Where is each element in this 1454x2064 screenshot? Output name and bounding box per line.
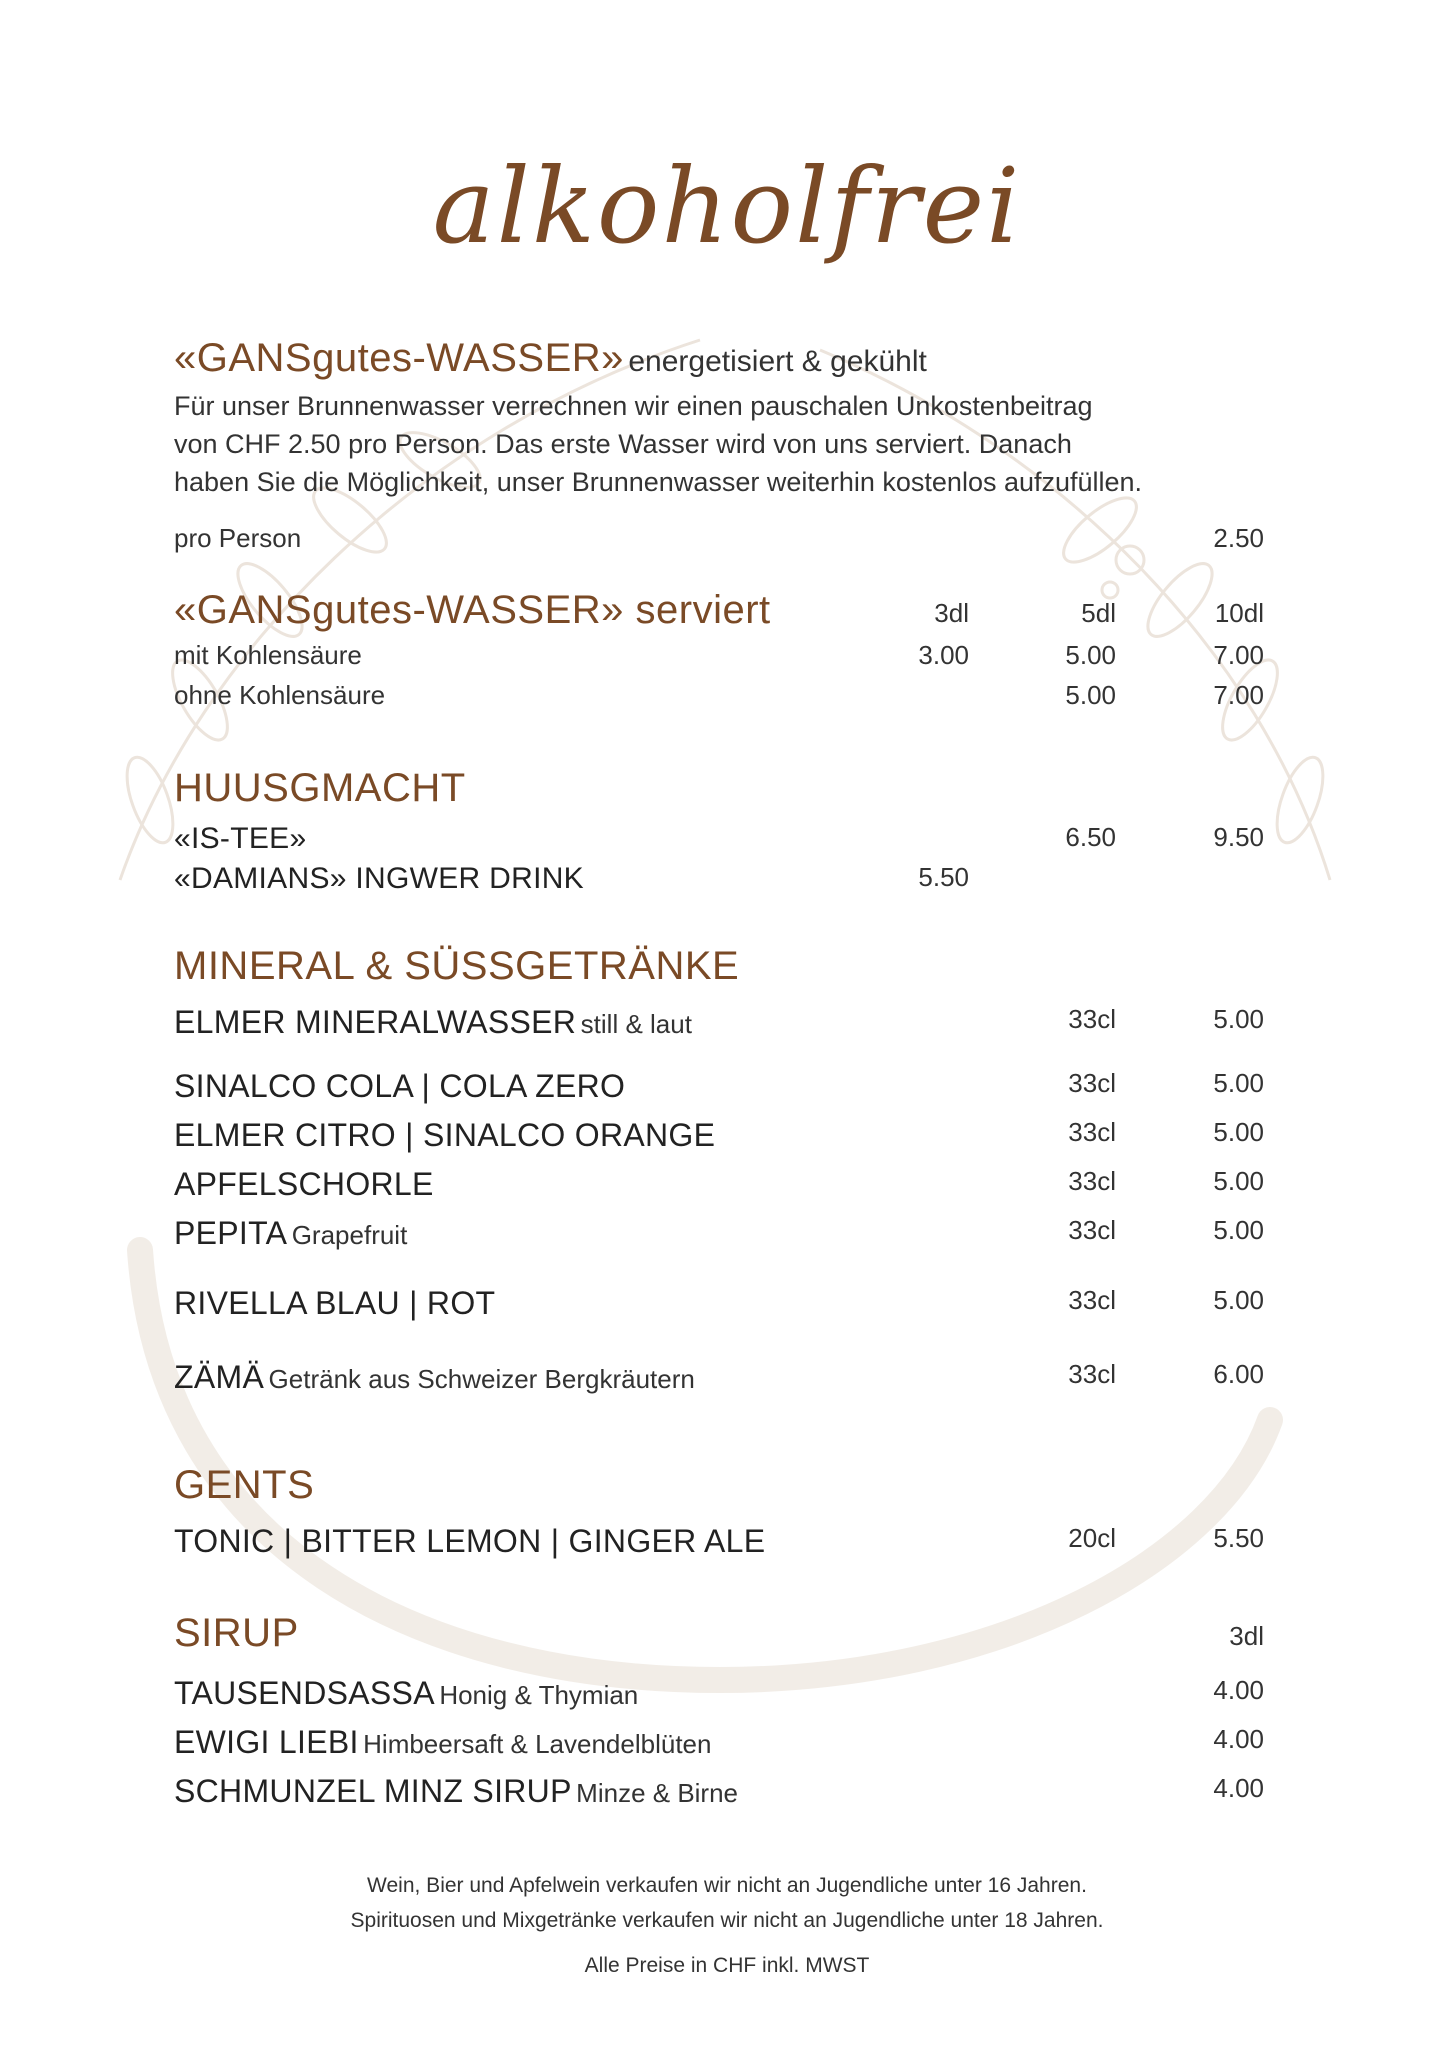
item-price: 9.50 [1213,822,1264,852]
size-header: 5dl [1081,598,1116,628]
item-name: ELMER CITRO | SINALCO ORANGE [174,1117,716,1153]
item-price: 7.00 [1213,680,1264,710]
water-paragraph-line: von CHF 2.50 pro Person. Das erste Wasser wird von uns serviert. Danach [174,429,1072,459]
item-description: Honig & Thymian [439,1680,639,1710]
menu-item [174,1285,1264,1359]
item-price: 5.50 [918,862,969,892]
item-price: 6.50 [1065,822,1116,852]
menu-item [174,1724,1264,1773]
item-name: «IS-TEE» [174,822,307,855]
item-price: 5.00 [1213,1166,1264,1196]
item-price: 5.00 [1213,1004,1264,1034]
menu-item [174,1004,1264,1068]
item-size: 33cl [1068,1068,1116,1098]
item-price: 4.00 [1213,1773,1264,1803]
menu-item [174,862,1264,902]
water-paragraph-line: haben Sie die Möglichkeit, unser Brunnenwasser weiterhin kostenlos aufzufüllen. [174,467,1143,497]
menu-item [174,1675,1264,1724]
item-name: SCHMUNZEL MINZ SIRUP [174,1773,572,1809]
served-section [174,588,1264,720]
size-header: 3dl [934,598,969,628]
item-name: ELMER MINERALWASSER [174,1004,577,1040]
item-price: 5.00 [1213,1068,1264,1098]
menu-item [174,822,1264,862]
sirup-heading: SIRUP [174,1611,299,1655]
item-price: 4.00 [1213,1724,1264,1754]
item-name: TAUSENDSASSA [174,1675,435,1711]
item-description: Himbeersaft & Lavendelblüten [363,1729,712,1759]
item-size: 33cl [1068,1359,1116,1389]
sirup-section [174,1611,1264,1822]
item-description: still & laut [580,1009,692,1039]
item-price: 6.00 [1213,1359,1264,1389]
menu-item [174,640,1264,680]
item-size: 33cl [1068,1117,1116,1147]
item-price: 5.00 [1213,1215,1264,1245]
item-description: Getränk aus Schweizer Bergkräutern [268,1364,695,1394]
gents-heading: GENTS [174,1463,315,1507]
huusgmacht-section [174,766,1264,902]
per-person-label: pro Person [174,523,302,553]
size-header: 10dl [1214,598,1264,628]
water-heading: «GANSgutes-WASSER» [174,336,624,380]
item-size: 33cl [1068,1285,1116,1315]
item-price: 5.00 [1213,1285,1264,1315]
per-person-row [174,523,1264,563]
item-name: SINALCO COLA | COLA ZERO [174,1068,626,1104]
item-price: 5.00 [1065,640,1116,670]
size-header: 3dl [1229,1621,1264,1651]
footer-note-prices: Alle Preise in CHF inkl. MWST [584,1954,870,1977]
water-heading-suffix: energetisiert & gekühlt [628,345,927,378]
item-description: Minze & Birne [576,1778,739,1808]
item-price: 3.00 [918,640,969,670]
menu-item [174,1166,1264,1215]
menu-item [174,1523,1264,1563]
menu-item [174,1359,1264,1399]
item-description: Grapefruit [291,1220,408,1250]
item-name: mit Kohlensäure [174,640,362,670]
item-name: «DAMIANS» INGWER DRINK [174,862,584,895]
item-price: 5.00 [1213,1117,1264,1147]
menu-item [174,1215,1264,1285]
menu-item [174,1068,1264,1117]
item-size: 20cl [1068,1523,1116,1553]
served-heading: «GANSgutes-WASSER» serviert [174,588,771,632]
gents-section [174,1463,1264,1563]
item-name: RIVELLA BLAU | ROT [174,1285,496,1321]
menu-item [174,680,1264,720]
item-name: PEPITA [174,1215,288,1251]
item-price: 5.00 [1065,680,1116,710]
item-size: 33cl [1068,1215,1116,1245]
water-paragraph-line: Für unser Brunnenwasser verrechnen wir einen pauschalen Unkostenbeitrag [174,391,1093,421]
item-name: ZÄMÄ [174,1359,265,1395]
item-name: TONIC | BITTER LEMON | GINGER ALE [174,1523,766,1559]
item-price: 7.00 [1213,640,1264,670]
footer-note-age-16: Wein, Bier und Apfelwein verkaufen wir nicht an Jugendliche unter 16 Jahren. [367,1874,1087,1897]
item-size: 33cl [1068,1166,1116,1196]
menu-item [174,1773,1264,1822]
mineral-heading: MINERAL & SÜSSGETRÄNKE [174,944,740,988]
item-name: APFELSCHORLE [174,1166,434,1202]
footer-note-age-18: Spirituosen und Mixgetränke verkaufen wir nicht an Jugendliche unter 18 Jahren. [350,1909,1104,1932]
water-section [174,336,1264,563]
item-size: 33cl [1068,1004,1116,1034]
item-name: ohne Kohlensäure [174,680,386,710]
item-price: 5.50 [1213,1523,1264,1553]
page-title: alkoholfrei [432,145,1022,267]
menu-item [174,1117,1264,1166]
huusgmacht-heading: HUUSGMACHT [174,766,466,810]
item-name: EWIGI LIEBI [174,1724,359,1760]
mineral-section [174,944,1264,1399]
item-price: 4.00 [1213,1675,1264,1705]
per-person-price: 2.50 [1213,523,1264,553]
